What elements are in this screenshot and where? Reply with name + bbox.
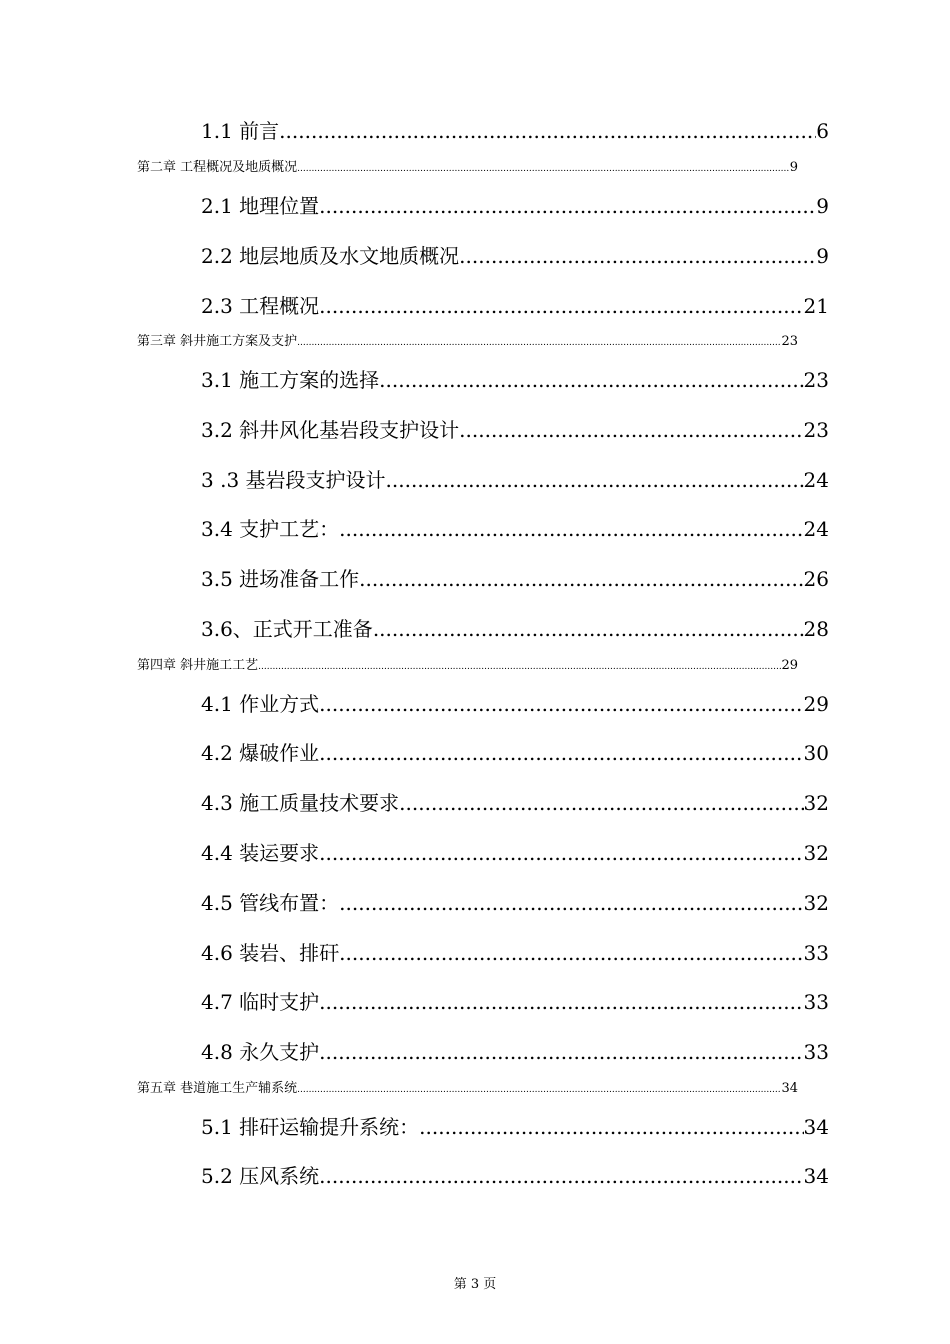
toc-entry-label: 4.7 临时支护 <box>201 990 320 1014</box>
toc-chapter-label: 第二章 工程概况及地质概况 <box>137 160 298 175</box>
toc-entry-label: 4.4 装运要求 <box>201 841 320 865</box>
dot-leader <box>297 334 781 352</box>
toc-chapter-2[interactable] <box>137 159 798 177</box>
toc-entry-3-6[interactable] <box>201 616 829 642</box>
dot-leader <box>319 193 816 219</box>
toc-entry-3-5[interactable] <box>201 566 829 592</box>
toc-entry-1-1[interactable] <box>201 118 829 144</box>
toc-entry-page: 9 <box>816 244 829 268</box>
toc-entry-page: 29 <box>803 692 829 716</box>
toc-entry-label: 3.5 进场准备工作 <box>201 567 360 591</box>
dot-leader <box>319 989 803 1015</box>
dot-leader <box>319 740 803 766</box>
dot-leader <box>319 293 803 319</box>
toc-entry-label: 4.2 爆破作业 <box>201 741 320 765</box>
toc-entry-label: 4.6 装岩、排矸 <box>201 941 340 965</box>
dot-leader <box>339 940 803 966</box>
toc-entry-3-3[interactable] <box>201 467 829 493</box>
toc-chapter-4[interactable] <box>137 657 798 675</box>
toc-chapter-3[interactable] <box>137 333 798 351</box>
toc-entry-3-2[interactable] <box>201 417 829 443</box>
toc-entry-4-5[interactable] <box>201 890 829 916</box>
toc-entry-page: 32 <box>803 791 829 815</box>
toc-entry-page: 6 <box>816 119 829 143</box>
toc-entry-page: 34 <box>803 1164 829 1188</box>
toc-entry-label: 3.4 支护工艺： <box>201 517 340 541</box>
toc-entry-label: 4.8 永久支护 <box>201 1040 320 1064</box>
toc-chapter-label: 第三章 斜井施工方案及支护 <box>137 334 298 349</box>
toc-entry-label: 2.1 地理位置 <box>201 194 320 218</box>
toc-entry-4-4[interactable] <box>201 840 829 866</box>
toc-entry-page: 32 <box>803 841 829 865</box>
toc-entry-page: 9 <box>816 194 829 218</box>
toc-entry-page: 24 <box>803 517 829 541</box>
toc-entry-5-2[interactable] <box>201 1163 829 1189</box>
dot-leader <box>319 1039 803 1065</box>
toc-chapter-page: 34 <box>781 1081 798 1096</box>
toc-entry-5-1[interactable] <box>201 1114 829 1140</box>
toc-entry-page: 33 <box>803 990 829 1014</box>
dot-leader <box>386 467 804 493</box>
toc-chapter-page: 9 <box>789 160 798 175</box>
dot-leader <box>319 691 803 717</box>
toc-entry-page: 28 <box>803 617 829 641</box>
toc-entry-label: 4.3 施工质量技术要求 <box>201 791 400 815</box>
toc-entry-label: 2.3 工程概况 <box>201 294 320 318</box>
toc-chapter-page: 29 <box>781 658 798 673</box>
toc-entry-label: 3.1 施工方案的选择 <box>201 368 380 392</box>
toc-entry-page: 23 <box>803 368 829 392</box>
toc-entry-4-6[interactable] <box>201 940 829 966</box>
dot-leader <box>279 118 816 144</box>
dot-leader <box>297 160 790 178</box>
toc-entry-4-3[interactable] <box>201 790 829 816</box>
toc-entry-page: 34 <box>803 1115 829 1139</box>
toc-entry-label: 5.1 排矸运输提升系统： <box>201 1115 420 1139</box>
dot-leader <box>399 790 803 816</box>
toc-entry-page: 32 <box>803 891 829 915</box>
toc-entry-page: 26 <box>803 567 829 591</box>
toc-entry-2-1[interactable] <box>201 193 829 219</box>
toc-entry-label: 3.2 斜井风化基岩段支护设计 <box>201 418 460 442</box>
toc-entry-2-2[interactable] <box>201 243 829 269</box>
dot-leader <box>319 840 803 866</box>
page-footer: 第 3 页 <box>453 1277 497 1292</box>
toc-entry-2-3[interactable] <box>201 293 829 319</box>
toc-entry-4-7[interactable] <box>201 989 829 1015</box>
toc-entry-page: 23 <box>803 418 829 442</box>
toc-entry-label: 3 .3 基岩段支护设计 <box>201 468 386 492</box>
dot-leader <box>339 890 803 916</box>
dot-leader <box>379 367 803 393</box>
toc-entry-3-1[interactable] <box>201 367 829 393</box>
toc-entry-label: 4.1 作业方式 <box>201 692 320 716</box>
toc-entry-4-2[interactable] <box>201 740 829 766</box>
toc-chapter-5[interactable] <box>137 1080 798 1098</box>
dot-leader <box>359 566 803 592</box>
dot-leader <box>419 1114 803 1140</box>
toc-entry-label: 1.1 前言 <box>201 119 280 143</box>
dot-leader <box>258 658 781 676</box>
dot-leader <box>319 1163 803 1189</box>
toc-chapter-label: 第四章 斜井施工工艺 <box>137 658 259 673</box>
toc-chapter-label: 第五章 巷道施工生产辅系统 <box>137 1081 298 1096</box>
dot-leader <box>459 243 816 269</box>
toc-entry-4-1[interactable] <box>201 691 829 717</box>
toc-entry-page: 21 <box>803 294 829 318</box>
toc-entry-3-4[interactable] <box>201 516 829 542</box>
dot-leader <box>459 417 803 443</box>
toc-entry-page: 24 <box>803 468 829 492</box>
toc-entry-page: 33 <box>803 941 829 965</box>
toc-entry-page: 30 <box>803 741 829 765</box>
dot-leader <box>339 516 803 542</box>
toc-entry-label: 5.2 压风系统 <box>201 1164 320 1188</box>
toc-entry-label: 3.6、正式开工准备 <box>201 617 373 641</box>
toc-entry-label: 2.2 地层地质及水文地质概况 <box>201 244 460 268</box>
toc-chapter-page: 23 <box>781 334 798 349</box>
toc-entry-label: 4.5 管线布置： <box>201 891 340 915</box>
dot-leader <box>297 1081 781 1099</box>
toc-entry-4-8[interactable] <box>201 1039 829 1065</box>
toc-entry-page: 33 <box>803 1040 829 1064</box>
dot-leader <box>373 616 804 642</box>
